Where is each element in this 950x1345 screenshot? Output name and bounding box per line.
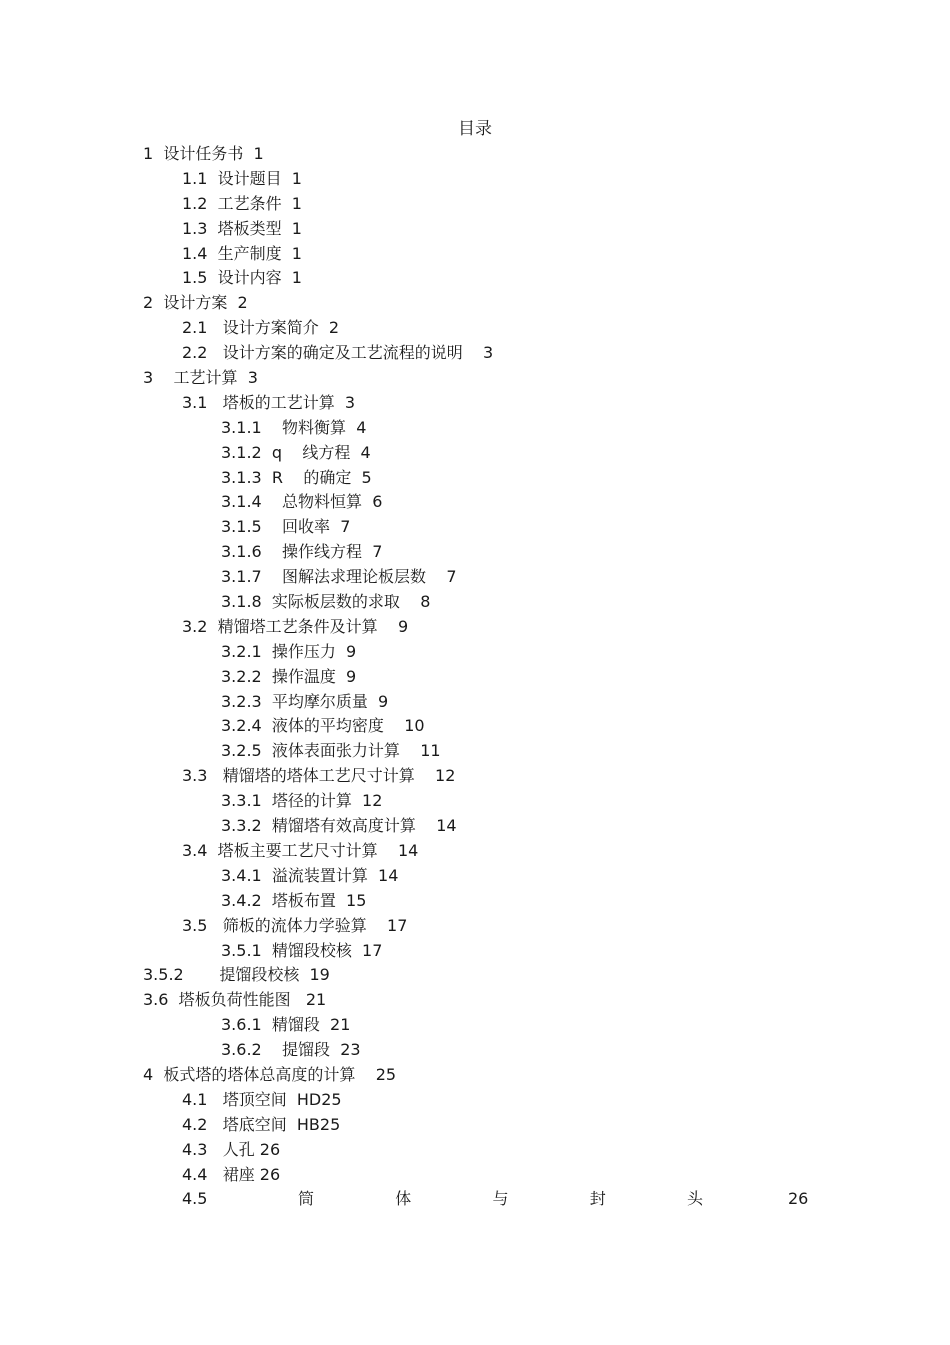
- toc-entry-text: 3.2.3 平均摩尔质量 9: [221, 691, 389, 711]
- toc-entry-text: 4.2 塔底空间 HB25: [182, 1114, 341, 1134]
- toc-title: 目录: [458, 119, 492, 139]
- toc-entry-text: 3 工艺计算 3: [143, 368, 258, 388]
- toc-entry-text: 2 设计方案 2: [143, 293, 248, 313]
- toc-entry-text: 3.1 塔板的工艺计算 3: [182, 392, 356, 412]
- toc-entry[interactable]: [0, 291, 950, 316]
- toc-entry[interactable]: [0, 266, 950, 291]
- toc-entry[interactable]: [0, 391, 950, 416]
- toc-entry-text: 2.1 设计方案简介 2: [182, 318, 340, 338]
- toc-entry[interactable]: [0, 1063, 950, 1088]
- toc-entry-text: 2.2 设计方案的确定及工艺流程的说明 3: [182, 343, 494, 363]
- toc-entry-text: 3.1.1 物料衡算 4: [221, 417, 367, 437]
- toc-entry-text: 3.3.2 精馏塔有效高度计算 14: [221, 816, 457, 836]
- toc-entry-text: 1.1 设计题目 1: [182, 168, 302, 188]
- toc-entry[interactable]: [0, 341, 950, 366]
- toc-entry-text: 3.1.4 总物料恒算 6: [221, 492, 383, 512]
- toc-entry-spread-text: [298, 1187, 703, 1212]
- toc-entry[interactable]: [0, 1088, 950, 1113]
- toc-entry[interactable]: [0, 466, 950, 491]
- toc-entry-text: 3.4.1 溢流装置计算 14: [221, 865, 399, 885]
- toc-entry-text: 3.6.2 提馏段 23: [221, 1040, 361, 1060]
- toc-entry-text: 3.2.4 液体的平均密度 10: [221, 716, 425, 736]
- toc-entry-text: 3.6.1 精馏段 21: [221, 1015, 351, 1035]
- toc-entry-char: 体: [395, 1189, 412, 1209]
- toc-entry[interactable]: [0, 540, 950, 565]
- toc-entry[interactable]: [0, 739, 950, 764]
- toc-entry[interactable]: [0, 416, 950, 441]
- toc-entry-text: 4 板式塔的塔体总高度的计算 25: [143, 1064, 397, 1084]
- toc-entry[interactable]: [0, 864, 950, 889]
- toc-entry[interactable]: [0, 1038, 950, 1063]
- toc-entry-text: 3.6 塔板负荷性能图 21: [143, 990, 327, 1010]
- toc-entry-text: 4.1 塔顶空间 HD25: [182, 1089, 342, 1109]
- toc-entry-char: 头: [686, 1189, 703, 1209]
- toc-entry[interactable]: [0, 988, 950, 1013]
- toc-entry-text: 1.3 塔板类型 1: [182, 218, 302, 238]
- toc-entry[interactable]: [0, 814, 950, 839]
- toc-entry-char: 筒: [298, 1189, 315, 1209]
- toc-entry-page: 26: [788, 1189, 809, 1209]
- toc-entry-text: 3.1.2 q 线方程 4: [221, 442, 371, 462]
- toc-entry[interactable]: [0, 142, 950, 167]
- toc-entry[interactable]: [0, 764, 950, 789]
- toc-entry-text: 3.4.2 塔板布置 15: [221, 890, 367, 910]
- toc-entry-text: 3.3 精馏塔的塔体工艺尺寸计算 12: [182, 766, 456, 786]
- toc-entry-text: 3.1.7 图解法求理论板层数 7: [221, 567, 457, 587]
- toc-entry[interactable]: [0, 590, 950, 615]
- toc-entry-text: 3.1.8 实际板层数的求取 8: [221, 592, 431, 612]
- toc-entry-text: 3.2.2 操作温度 9: [221, 666, 357, 686]
- toc-entry[interactable]: [0, 441, 950, 466]
- toc-entry[interactable]: [0, 316, 950, 341]
- toc-entry[interactable]: [0, 665, 950, 690]
- toc-list: [0, 142, 950, 1212]
- toc-entry-text: 3.2.1 操作压力 9: [221, 641, 357, 661]
- toc-entry[interactable]: [0, 515, 950, 540]
- toc-entry-text: 4.3 人孔 26: [182, 1139, 281, 1159]
- toc-entry-text: 3.1.6 操作线方程 7: [221, 542, 383, 562]
- toc-entry[interactable]: [0, 889, 950, 914]
- toc-entry-text: 3.1.5 回收率 7: [221, 517, 351, 537]
- toc-entry[interactable]: [0, 167, 950, 192]
- toc-entry[interactable]: [0, 789, 950, 814]
- toc-entry[interactable]: [0, 192, 950, 217]
- toc-entry[interactable]: [0, 640, 950, 665]
- toc-entry-text: 3.5.1 精馏段校核 17: [221, 940, 383, 960]
- toc-entry-text: 3.3.1 塔径的计算 12: [221, 791, 383, 811]
- toc-entry-char: 封: [589, 1189, 606, 1209]
- toc-entry-text: 3.2 精馏塔工艺条件及计算 9: [182, 616, 409, 636]
- toc-entry-text: 3.5 筛板的流体力学验算 17: [182, 915, 408, 935]
- toc-entry[interactable]: [0, 714, 950, 739]
- toc-entry[interactable]: [0, 1138, 950, 1163]
- toc-entry[interactable]: [0, 490, 950, 515]
- toc-entry-text: 3.2.5 液体表面张力计算 11: [221, 741, 441, 761]
- toc-entry-text: 1.2 工艺条件 1: [182, 193, 302, 213]
- toc-entry[interactable]: [0, 366, 950, 391]
- toc-entry-text: 3.4 塔板主要工艺尺寸计算 14: [182, 840, 419, 860]
- toc-entry[interactable]: [0, 242, 950, 267]
- toc-entry-text: 3.5.2 提馏段校核 19: [143, 965, 330, 985]
- toc-entry[interactable]: [0, 690, 950, 715]
- toc-entry[interactable]: [0, 565, 950, 590]
- toc-entry[interactable]: [0, 963, 950, 988]
- toc-entry-text: 1.5 设计内容 1: [182, 268, 302, 288]
- toc-entry-number: 4.5: [182, 1189, 208, 1209]
- toc-entry[interactable]: [0, 217, 950, 242]
- toc-entry-spread[interactable]: [0, 1187, 950, 1212]
- toc-entry[interactable]: [0, 939, 950, 964]
- toc-entry[interactable]: [0, 1013, 950, 1038]
- toc-entry[interactable]: [0, 1113, 950, 1138]
- toc-entry-text: 4.4 裙座 26: [182, 1164, 281, 1184]
- toc-entry-text: 1 设计任务书 1: [143, 144, 264, 163]
- toc-entry[interactable]: [0, 615, 950, 640]
- toc-entry[interactable]: [0, 914, 950, 939]
- toc-entry[interactable]: [0, 839, 950, 864]
- toc-entry[interactable]: [0, 1163, 950, 1188]
- toc-entry-char: 与: [492, 1189, 509, 1209]
- toc-entry-text: 3.1.3 R 的确定 5: [221, 467, 372, 487]
- toc-entry-text: 1.4 生产制度 1: [182, 243, 302, 263]
